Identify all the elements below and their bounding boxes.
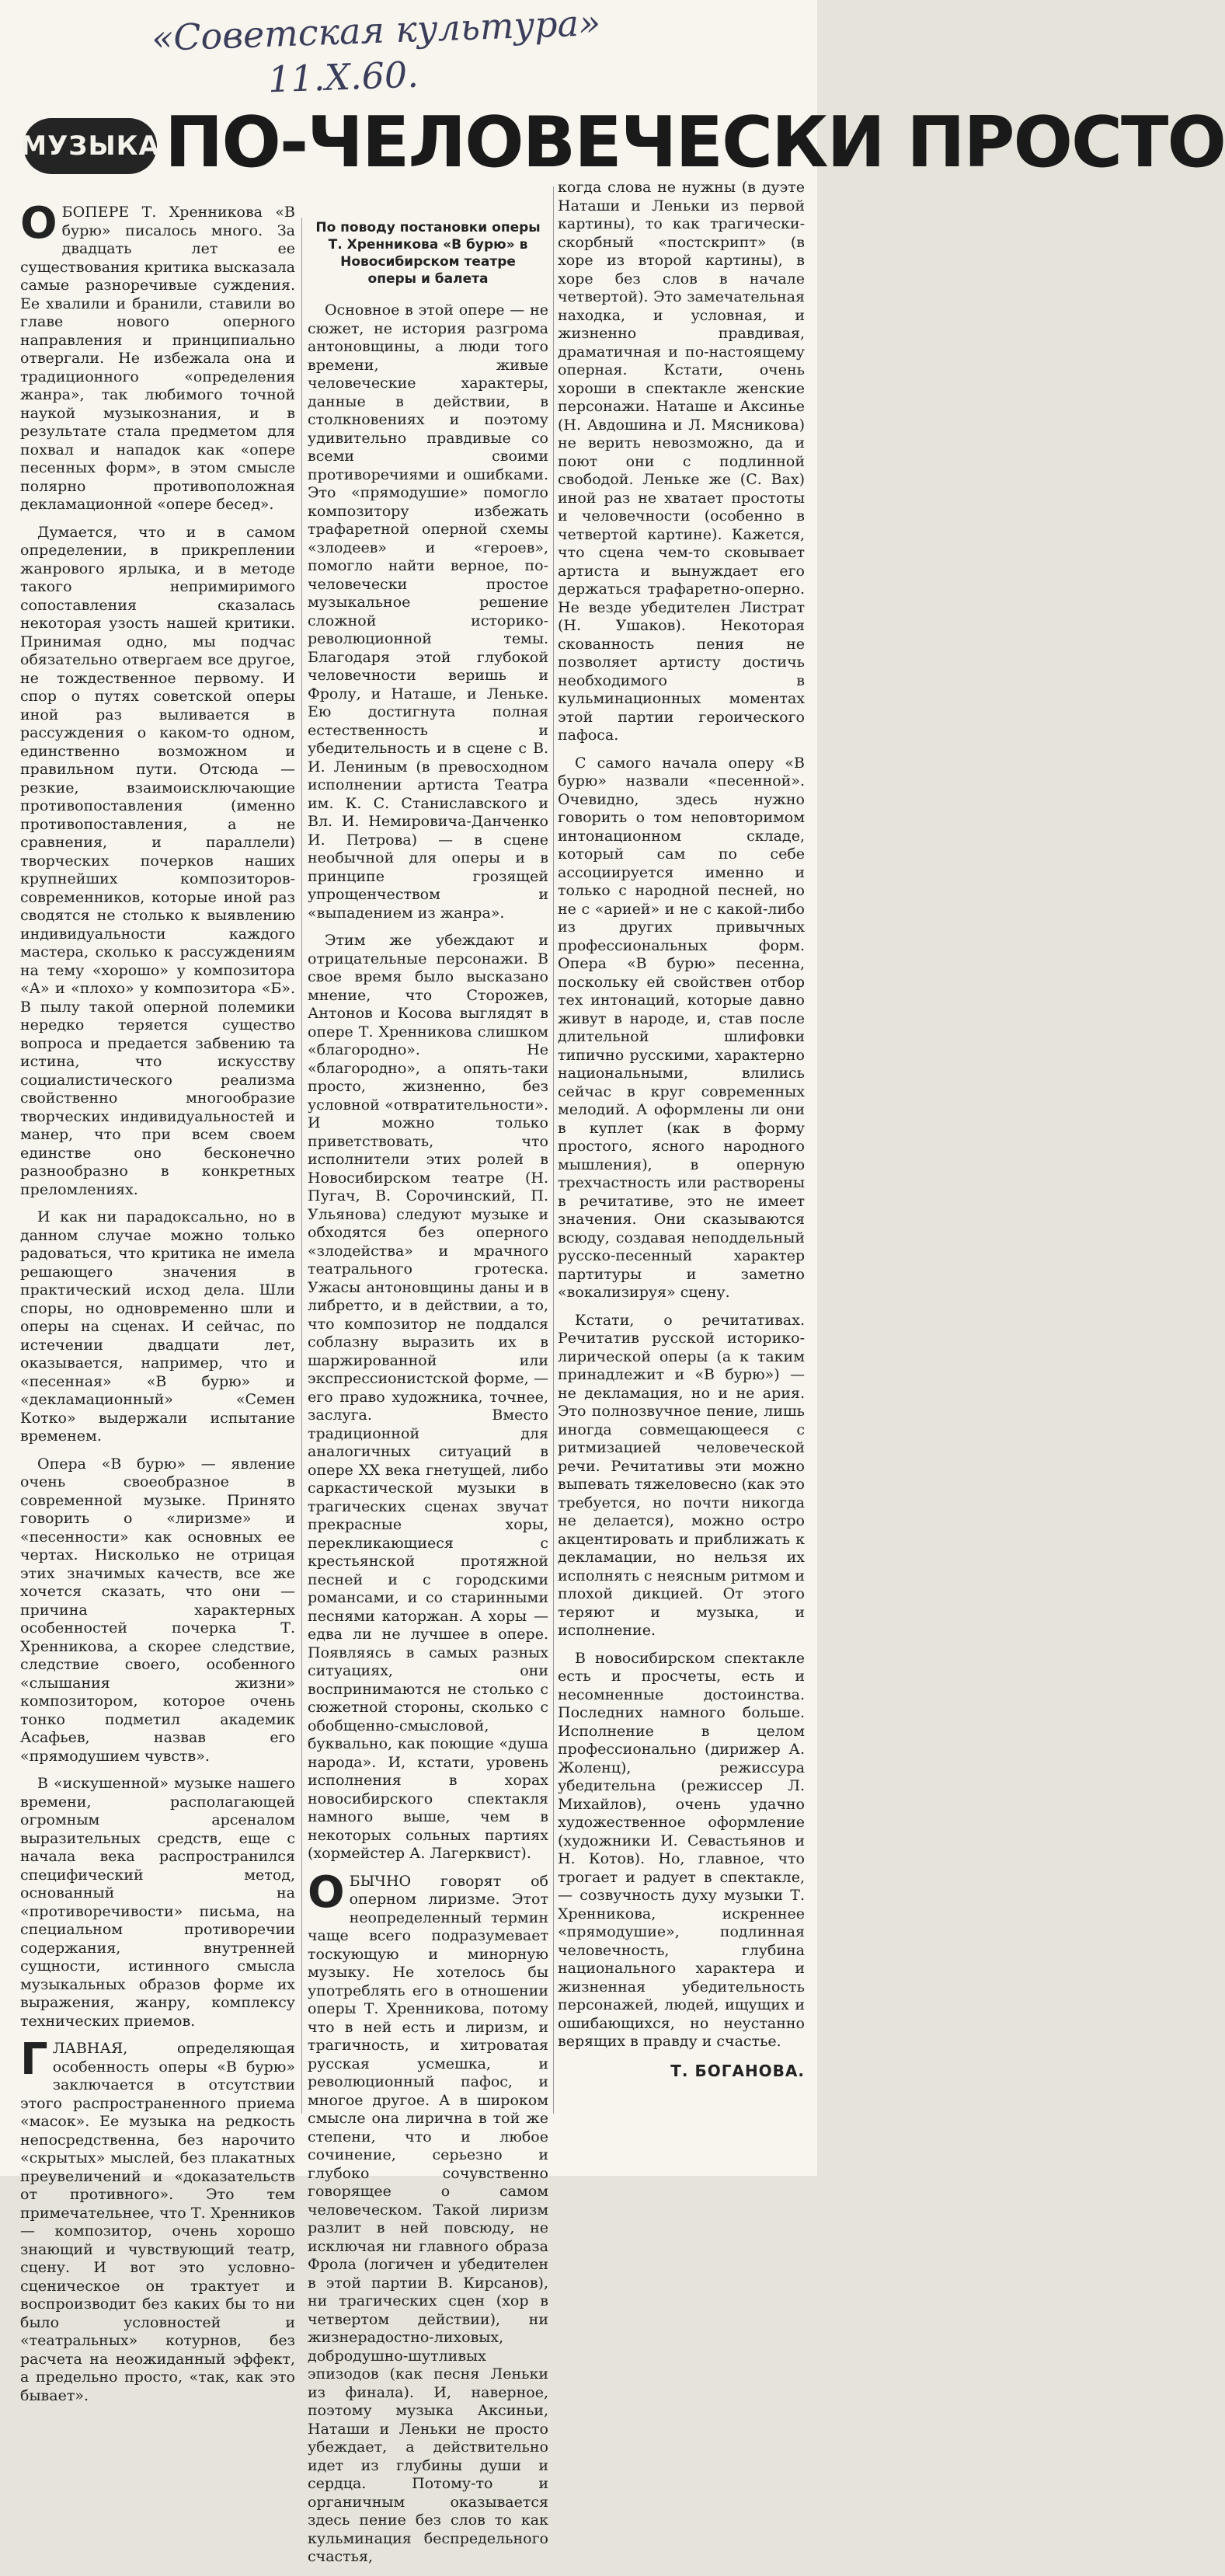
paragraph: В новосибирском спектакле есть и просчеты, есть и несомненные достоинства. Последних намного больше. Исполнение в целом профессионально (дирижер А. Жоленц), режиссура убедительна (режиссер Л. Михайлов), очень удачно художественное оформление (художники И. Севастьянов и Н. Котов). Но, главное, что трогает и радует в спектакле, — созвучность духу музыки Т. Хренникова, искреннее «прямодушие», подлинная человечность, глубина национального характера и жизненная убедительность персонажей, людей, ищущих и ошибающихся, но неустанно верящих в правду и счастье. [558,1649,805,2050]
paragraph: Основное в этой опере — не сюжет, не история разгрома антоновщины, а люди того времени, живые человеческие характеры, данные в действии, в столкновениях и поэтому удивительно правдивые со всеми своими противоречиями и ошибками. Это «прямодушие» помогло композитору избежать трафаретной оперной схемы «злодеев» и «героев», помогло найти верное, по-человечески простое музыкальное решение сложной историко-революционной темы. Благодаря этой глубокой человечности веришь и Фролу, и Наташе, и Леньке. Ею достигнута полная естественность и убедительность и в сцене с В. И. Лениным (в превосходном исполнении артиста Театра им. К. С. Станиславского и Вл. И. Немировича-Данченко И. Петрова) — в сцене необычной для оперы и в принципе грозящей упрощенчеством и «выпадением из жанра». [308,302,548,922]
paragraph: ОБЫЧНО говорят об оперном лиризме. Этот неопределенный термин чаще всего подразумевает тоскующую и минорную музыку. Не хотелось бы употреблять его в отношении оперы Т. Хренникова, потому что в ней есть и лиризм, и трагичность, и хитроватая русская усмешка, и революционный пафос, и многое другое. А в широком смысле она лирична в той же степени, что и любое сочинение, серьезно и глубоко сочувственно говорящее о самом человеческом. Такой лиризм разлит в ней повсюду, не исключая ни главного образа Фрола (логичен и убедителен в этой партии В. Кирсанов), ни трагических сцен (хор в четвертом действии), ни жизнерадостно-лиховых, добродушно-шутливых эпизодов (как песня Леньки из финала). И, наверное, поэтому музыка Аксиньи, Наташи и Леньки не просто убеждает, а действительно идет из глубины души и сердца. Потому-то и органичным оказывается здесь пение без слов то как кульминация беспредельного счастья, [308,1867,548,2565]
column-divider [301,218,302,2114]
paragraph: Этим же убеждают и отрицательные персонажи. В свое время было высказано мнение, что Сторожев, Антонов и Косова выглядят в опере Т. Хренникова слишком «благородно». Не «благородно», а опять-таки просто, жизненно, без условной «отвратительности». И можно только приветствовать, что исполнители этих ролей в Новосибирском театре (Н. Пугач, В. Сорочинский, П. Ульянова) следуют музыке и обходятся без оперного «злодейства» и мрачного театрального гротеска. Ужасы антоновщины даны и в либретто, и в действии, а то, что композитор не поддался соблазну выразить их в шаржированной или экспрессионистской форме, — его право художника, точнее, заслуга. Вместо традиционной для аналогичных ситуаций в опере XX века гнетущей, либо саркастической музыки в трагических сценах звучат прекрасные хоры, перекликающиеся с крестьянской протяжной песней и с городскими романсами, и со старинными песнями каторжан. А хоры — едва ли не лучшее в опере. Появляясь в самых разных ситуациях, они воспринимаются не столько с сюжетной стороны, сколько с обобщенно-смысловой, буквально, как поющие «душа народа». И, кстати, уровень исполнения в хорах новосибирского спектакля намного выше, чем в некоторых сольных партиях (хормейстер А. Лагерквист). [308,932,548,1862]
paragraph: Опера «В бурю» — явление очень своеобразное в современной музыке. Принято говорить о «лиризме» и «песенности» как основных ее чертах. Нисколько не отрицая этих значимых качеств, все же хочется сказать, что они — причина характерных особенностей почерка Т. Хренникова, а скорее следствие, следствие своего, особенного «слышания жизни» композитором, которое очень тонко подметил академик Асафьев, назвав его «прямодушием чувств». [20,1455,295,1765]
text-column-3 [558,179,805,2080]
text-column-2 [308,219,548,2576]
paragraph: С самого начала оперу «В бурю» назвали «песенной». Очевидно, здесь нужно говорить о том неповторимом интонационном складе, который сам по себе ассоциируется именно и только с народной песней, но не с «арией» и не с какой-либо из других привычных профессиональных форм. Опера «В бурю» песенна, поскольку ей свойствен отбор тех интонаций, которые давно живут в народе, и, став после длительной шлифовки типично русскими, характерно национальными, влились сейчас в круг современных мелодий. А оформлены ли они в куплет (как в форму простого, ясного народного мышления), в оперную трехчастность или растворены в речитативе, это не имеет значения. Они сказываются всюду, создавая неподдельный русско-песенный характер партитуры и заметно «вокализируя» сцену. [558,754,805,1301]
paragraph: ГЛАВНАЯ, определяющая особенность оперы «В бурю» заключается в отсутствии этого распространенного приема «масок». Ее музыка на редкость непосредственна, без нарочито «скрытых» мыслей, без плакатных преувеличений и «доказательств от противного». Это тем примечательнее, что Т. Хренников — композитор, очень хорошо знающий и чувствующий театр, сцену. И вот это условно-сценическое он трактует и воспроизводит без каких бы то ни было условностей и «театральных» котурнов, без расчета на неожиданный эффект, а предельно просто, «так, как это бывает». [20,2034,295,2404]
paragraph: когда слова не нужны (в дуэте Наташи и Леньки из первой картины), то как трагически-скорбный «постскрипт» (в хоре из второй картины), в хоре без слов в начале четвертой). Это замечательная находка, и условная, и жизненно правдивая, драматичная и по-настоящему оперная. Кстати, очень хороши в спектакле женские персонажи. Наташе и Аксинье (Н. Авдошина и Л. Мясникова) не верить невозможно, да и поют они с подлинной свободой. Леньке же (С. Вах) иной раз не хватает простоты и человечности (особенно в четвертой картине). Кажется, что сцена чем-то сковывает артиста и вынуждает его держаться трафаретно-оперно. Не везде убедителен Листрат (Н. Ушаков). Некоторая скованность пения не позволяет артисту достичь необходимого в кульминационных моментах этой партии героического пафоса. [558,179,805,744]
drop-cap: О [20,198,57,249]
handwritten-date: 11.X.60. [267,53,419,101]
paragraph: Думается, что и в самом определении, в прикреплении жанрового ярлыка, и в методе такого непримиримого сопоставления сказалась некоторая узость нашей критики. Принимая одно, мы подчас обязательно отвергаем все другое, не тождественное первому. И спор о путях советской оперы иной раз выливается в рассуждения о каком-то одном, единственно возможном и правильном пути. Отсюда — резкие, взаимоисключающие противопоставления (именно противопоставления, а не сравнения, и параллели) творческих почерков наших крупнейших композиторов-современников, которые иной раз сводятся не столько к выявлению индивидуальности каждого мастера, сколько к рассуждениям на тему «хорошо» у композитора «А» и «плохо» у композитора «Б». В пылу такой оперной полемики нередко теряется существо вопроса и предается забвению та истина, что искусству социалистического реализма свойственно многообразие творческих индивидуальностей и манер, что при всем своем единстве оно бесконечно разнообразно в конкретных преломлениях. [20,523,295,1198]
section-rubric: МУЗЫКА [23,118,157,174]
text-column-1 [20,198,295,2414]
drop-cap: Г [20,2034,48,2085]
paragraph: Кстати, о речитативах. Речитатив русской историко-лирической оперы (а к таким принадлежит и «В бурю») — не декламация, но и не ария. Это полнозвучное пение, лишь иногда совмещающееся с ритмизацией человеческой речи. Речитативы эти можно выпевать тяжеловесно (как это требуется, но почти никогда не делается), можно остро акцентировать и приближать к декламации, но нельзя их исполнять с неясным ритмом и плохой дикцией. От этого теряют и музыка, и исполнение. [558,1311,805,1639]
column-divider [553,186,554,2114]
handwritten-source-note: «Советская культура» [151,1,601,60]
article-headline: ПО-ЧЕЛОВЕЧЕСКИ ПРОСТО [165,102,1225,183]
article-subtitle: По поводу постановки оперы Т. Хренникова «В бурю» в Новосибирском театре оперы и балета [315,220,541,287]
paragraph: И как ни парадоксально, но в данном случае можно только радоваться, что критика не имела решающего значения в практический исход дела. Шли споры, но одновременно шли и оперы на сценах. И сейчас, по истечении двадцати лет, оказывается, например, что и «песенная» «В бурю» и «декламационный» «Семен Котко» выдержали испытание временем. [20,1208,295,1445]
paragraph: ОБОПЕРЕ Т. Хренникова «В бурю» писалось много. За двадцать лет ее существования критика высказала самые разноречивые суждения. Ее хвалили и бранили, ставили во главе нового оперного направления и принципиально отвергали. Не избежала она и традиционного «определения жанра», так любимого точной наукой музыкознания, и в результате стала предметом для похвал и нападок как «опере песенных форм», в этом смысле полярно противоположная декламационной «опере бесед». [20,198,295,513]
author-signature: Т. БОГАНОВА. [670,2061,805,2080]
paragraph: В «искушенной» музыке нашего времени, располагающей огромным арсеналом выразительных средств, еще с начала века распространился специфический метод, основанный на «противоречивости» письма, на специальном противоречии содержания, внутренней сущности, истинного смысла музыкальных образов форме их выражения, жанру, комплексу технических приемов. [20,1775,295,2030]
drop-cap: О [308,1867,345,1918]
